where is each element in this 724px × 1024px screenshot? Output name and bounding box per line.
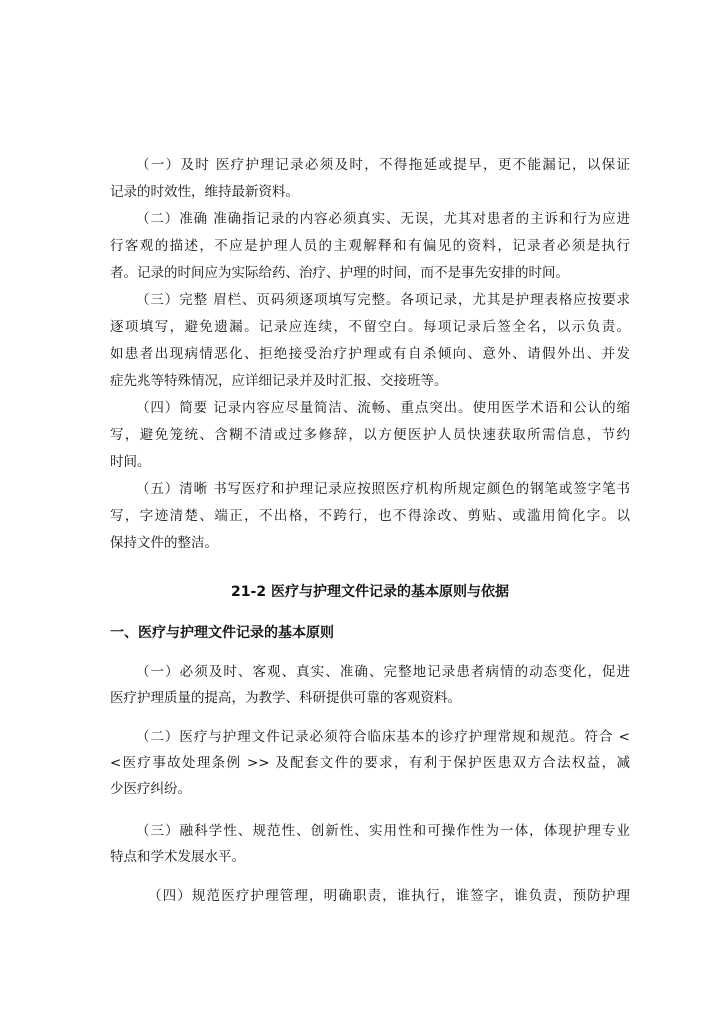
paragraph-line: 写，避免笼统、含糊不清或过多修辞，以方便医护人员快速获取所需信息，节约 bbox=[110, 427, 630, 443]
principle-line: （四）规范医疗护理管理，明确职责，谁执行，谁签字，谁负责，预防护理 bbox=[148, 888, 630, 904]
paragraph-line: （一）及时 医疗护理记录必须及时，不得拖延或提早，更不能漏记，以保证 bbox=[136, 157, 630, 173]
paragraph-line: 者。记录的时间应为实际给药、治疗、护理的时间，而不是事先安排的时间。 bbox=[110, 265, 569, 281]
principle-line: 特点和学术发展水平。 bbox=[110, 849, 245, 865]
paragraph-line: 时间。 bbox=[110, 454, 151, 470]
paragraph-line: 逐项填写，避免遗漏。记录应连续，不留空白。每项记录后签全名，以示负责。 bbox=[110, 319, 630, 335]
principle-line: 少医疗纠纷。 bbox=[110, 781, 191, 797]
paragraph-line: （四）简要 记录内容应尽量简洁、流畅、重点突出。使用医学术语和公认的缩 bbox=[136, 400, 630, 416]
subsection-title: 一、医疗与护理文件记录的基本原则 bbox=[110, 625, 334, 641]
paragraph-line: 保持文件的整洁。 bbox=[110, 535, 218, 551]
paragraph-line: 症先兆等特殊情况，应详细记录并及时汇报、交接班等。 bbox=[110, 373, 448, 389]
paragraph-line: 写，字迹清楚、端正，不出格，不跨行，也不得涂改、剪贴、或滥用简化字。以 bbox=[110, 508, 630, 524]
section-title: 21-2 医疗与护理文件记录的基本原则与依据 bbox=[231, 584, 509, 600]
principle-line: （一）必须及时、客观、真实、准确、完整地记录患者病情的动态变化，促进 bbox=[136, 664, 630, 680]
paragraph-line: 如患者出现病情恶化、拒绝接受治疗护理或有自杀倾向、意外、请假外出、并发 bbox=[110, 346, 630, 362]
paragraph-line: 记录的时效性，维持最新资料。 bbox=[110, 184, 299, 200]
principle-line: （三）融科学性、规范性、创新性、实用性和可操作性为一体，体现护理专业 bbox=[136, 823, 630, 839]
paragraph-line: 行客观的描述，不应是护理人员的主观解释和有偏见的资料，记录者必须是执行 bbox=[110, 238, 630, 254]
paragraph-line: （三）完整 眉栏、页码须逐项填写完整。各项记录，尤其是护理表格应按要求 bbox=[136, 292, 630, 308]
principle-line: 医疗护理质量的提高，为教学、科研提供可靠的客观资料。 bbox=[110, 690, 461, 706]
paragraph-line: （五）清晰 书写医疗和护理记录应按照医疗机构所规定颜色的钢笔或签字笔书 bbox=[136, 481, 630, 497]
paragraph-line: （二）准确 准确指记录的内容必须真实、无误，尤其对患者的主诉和行为应进 bbox=[136, 211, 630, 227]
principle-line: （二）医疗与护理文件记录必须符合临床基本的诊疗护理常规和规范。符合 < bbox=[136, 729, 630, 745]
principle-line: <医疗事故处理条例 >> 及配套文件的要求，有利于保护医患双方合法权益，减 bbox=[110, 755, 630, 771]
